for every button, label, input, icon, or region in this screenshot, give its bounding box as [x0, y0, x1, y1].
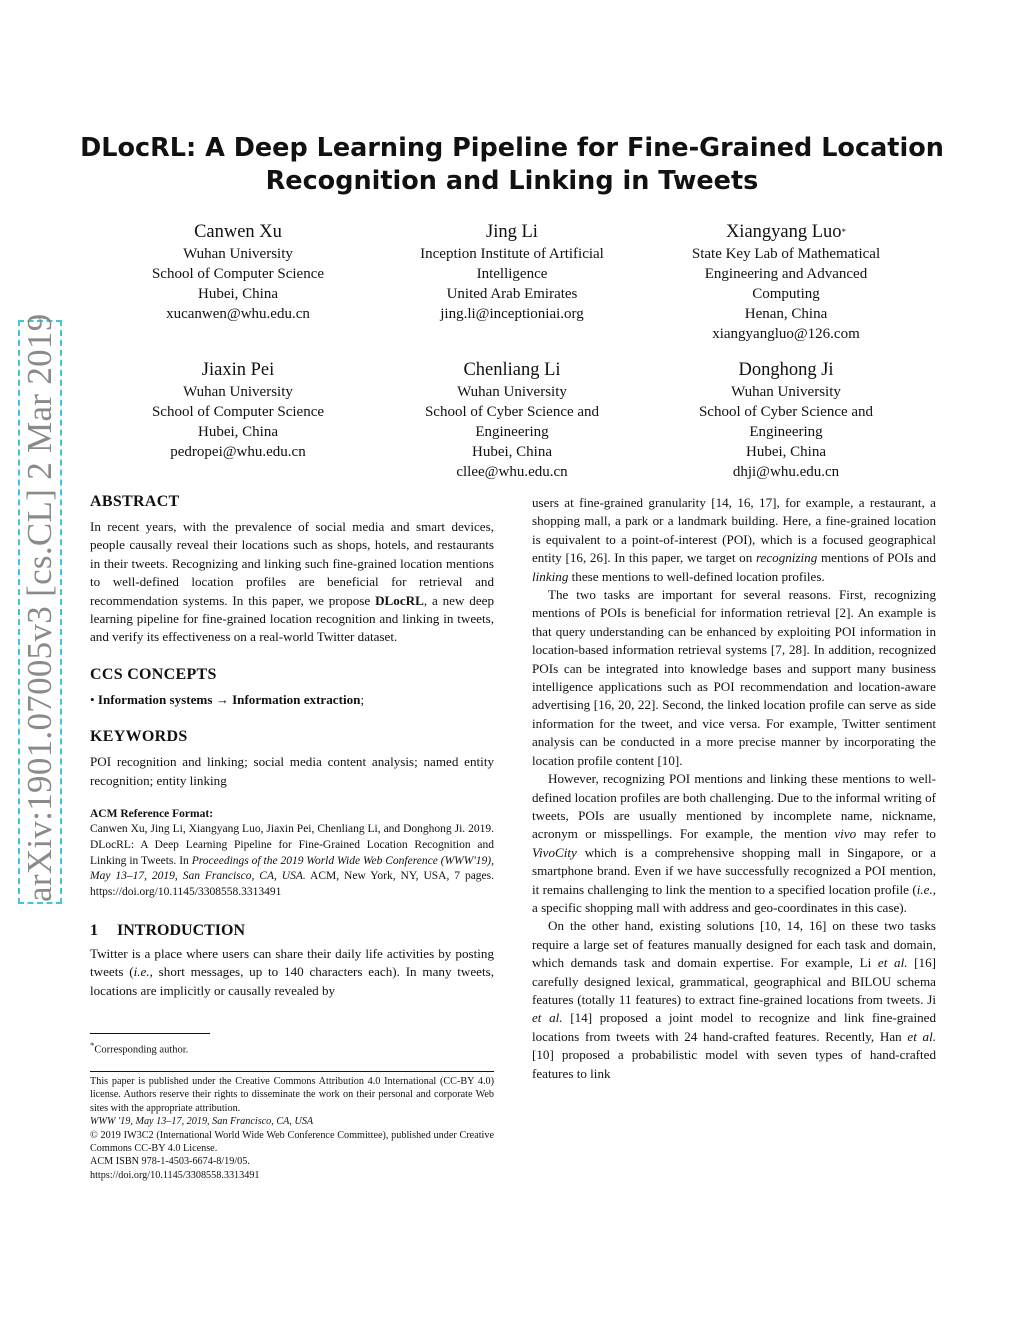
abstract-system-name: DLocRL	[375, 592, 424, 608]
keywords-heading: KEYWORDS	[90, 728, 188, 746]
abstract-text-a: In recent years, with the prevalence of social media and smart devices, people causally reveal their locations such as shops, hotels, and restaurants in their tweets. Recognizing and linking such fine-grained location mentions to well-defined location profiles are beneficial for retrieval and recommendation systems. In this paper, we propose	[90, 519, 494, 608]
author-affil: School of Computer Science	[151, 404, 325, 420]
intro-heading	[90, 921, 494, 941]
rp4-c: [14] proposed a joint model to recognize and link fine-grained locations from tweets with 24 hand-crafted features. Recently, Han	[532, 1010, 937, 1044]
footnote-rule	[90, 1033, 210, 1034]
acm-ref-heading: ACM Reference Format:	[90, 808, 214, 821]
author-affil: State Key Lab of Mathematical	[691, 246, 881, 262]
rp4-i3: et al.	[907, 1028, 936, 1044]
paper-title	[80, 132, 944, 198]
left-column	[90, 492, 494, 1000]
corresponding-mark: *	[841, 227, 847, 237]
arxiv-stamp: arXiv:1901.07005v3 [cs.CL] 2 Mar 2019	[18, 320, 62, 904]
acm-ref-text	[90, 822, 494, 901]
right-column	[532, 494, 936, 1083]
rp3-i3: i.e.,	[916, 881, 936, 897]
author-affil: Hubei, China	[472, 444, 552, 460]
right-para-4	[532, 917, 936, 1083]
footnote-mark: *	[90, 1040, 95, 1050]
author-name: Jing Li	[486, 222, 538, 242]
author-block-2	[384, 220, 640, 324]
author-name-text: Xiangyang Luo	[725, 222, 842, 242]
author-affil: Hubei, China	[198, 286, 278, 302]
license-rule	[90, 1071, 494, 1072]
rp1-b: mentions of POIs and	[817, 550, 936, 566]
rp1-a: users at fine-grained granularity [14, 16, 17], for example, a restaurant, a shopping mall, a park or a landmark building. Here, a fine-grained location is equivalent to a point-of-interest (POI), which is a focused geographical entity [16, 26]. In this paper, we target on	[532, 495, 936, 566]
author-email: xiangyangluo@126.com	[712, 326, 860, 342]
abstract-text-b: , a new deep learning pipeline for fine-grained location recognition and linking in tweets, and verify its effectiveness on a real-world Twitter dataset.	[90, 592, 494, 645]
author-name: Jiaxin Pei	[201, 360, 275, 380]
author-affil: Wuhan University	[183, 246, 293, 262]
intro-p1-a: Twitter is a place where users can share their daily life activities by posting tweets (	[90, 946, 494, 980]
right-para-1	[532, 494, 936, 586]
author-block-1	[110, 220, 366, 324]
author-affil: Henan, China	[744, 306, 828, 322]
rp3-c: which is a comprehensive shopping mall in Singapore, or a smartphone brand. Even if we have successfully recognized a POI mention, it remains challenging to link the mention to a specified location profile (	[532, 844, 936, 897]
author-affil: Hubei, China	[198, 424, 278, 440]
author-affil: Engineering	[475, 424, 549, 440]
section-title: INTRODUCTION	[117, 922, 246, 940]
author-affil: Engineering and Advanced	[704, 266, 868, 282]
author-email: jing.li@inceptioniai.org	[440, 306, 584, 322]
author-affil: United Arab Emirates	[446, 286, 578, 302]
rp1-i2: linking	[532, 568, 569, 584]
footnote-text: Corresponding author.	[94, 1044, 189, 1056]
author-affil: School of Cyber Science and	[698, 404, 874, 420]
author-affil: Wuhan University	[731, 384, 841, 400]
author-email: cllee@whu.edu.cn	[456, 464, 568, 480]
rp4-i2: et al.	[532, 1010, 563, 1026]
author-name	[658, 220, 914, 244]
ccs-heading: CCS CONCEPTS	[90, 665, 217, 683]
rp3-d: a specific shopping mall with address and geo-coordinates in this case).	[532, 899, 907, 915]
title-line-1: DLocRL: A Deep Learning Pipeline for Fine-Grained Location	[80, 133, 944, 163]
intro-p1-b: short messages, up to 140 characters each). In many tweets, locations are implicitly or causally revealed by	[90, 964, 494, 998]
rp1-c: these mentions to well-defined location profiles.	[568, 568, 825, 584]
conference-line	[90, 1115, 494, 1128]
author-affil: School of Cyber Science and	[424, 404, 600, 420]
keywords-text: POI recognition and linking; social media content analysis; named entity recognition; entity linking	[90, 754, 494, 788]
footnote	[90, 1038, 188, 1058]
conference-text: WWW '19, May 13–17, 2019, San Francisco, CA, USA	[90, 1116, 314, 1128]
author-email: pedropei@whu.edu.cn	[170, 444, 306, 460]
copyright-text: © 2019 IW3C2 (International World Wide Web Conference Committee), published under Creative Commons CC-BY 4.0 License.	[90, 1129, 494, 1155]
license-block	[90, 1075, 494, 1182]
author-name: Chenliang Li	[463, 360, 561, 380]
rp4-d: [10] proposed a probabilistic model with seven types of hand-crafted features to link	[532, 1047, 936, 1081]
author-affil: Computing	[752, 286, 820, 302]
abstract-text	[90, 518, 494, 647]
author-block-4	[110, 358, 366, 462]
author-block-5	[384, 358, 640, 482]
rp3-i2: VivoCity	[532, 844, 577, 860]
title-line-2: Recognition and Linking in Tweets	[265, 166, 759, 196]
section-number: 1	[90, 922, 98, 940]
acm-ref-b: ACM, New York, NY, USA, 7 pages. https://doi.org/10.1145/3308558.3313491	[90, 870, 495, 899]
author-email: dhji@whu.edu.cn	[732, 464, 840, 480]
ccs-bullet: •	[90, 691, 98, 707]
author-affil: Intelligence	[476, 266, 548, 282]
isbn-text: ACM ISBN 978-1-4503-6674-8/19/05.	[90, 1156, 250, 1168]
doi-link[interactable]: https://doi.org/10.1145/3308558.3313491	[90, 1169, 260, 1181]
right-para-3	[532, 770, 936, 917]
ccs-tail: ;	[360, 691, 365, 707]
rp1-i1: recognizing	[755, 550, 818, 566]
author-affil: School of Computer Science	[151, 266, 325, 282]
author-name: Canwen Xu	[194, 222, 282, 242]
author-affil: Wuhan University	[457, 384, 567, 400]
author-name: Donghong Ji	[738, 360, 834, 380]
author-block-3	[658, 220, 914, 344]
rp4-b: [16] carefully designed lexical, grammatical, geographical and BILOU schema features (totally 11 features) to extract fine-grained locations from tweets. Ji	[532, 955, 936, 1007]
rp3-i1: vivo	[834, 826, 857, 842]
ccs-text	[90, 691, 494, 709]
rp4-a: On the other hand, existing solutions [10, 14, 16] on these two tasks require a large set of features manually designed for each task and domain, which demands task and domain expertise. For example, Li	[532, 918, 936, 971]
author-affil: Engineering	[749, 424, 823, 440]
author-email: xucanwen@whu.edu.cn	[166, 306, 310, 322]
rp4-i1: et al.	[877, 955, 908, 971]
rp3-b: may refer to	[856, 826, 936, 842]
author-block-6	[658, 358, 914, 482]
abstract-heading: ABSTRACT	[90, 493, 180, 510]
acm-ref-a: Canwen Xu, Jing Li, Xiangyang Luo, Jiaxin Pei, Chenliang Li, and Donghong Ji. 2019. DLocRL: A Deep Learning Pipeline for Fine-Grained Location Recognition and Linking in Tweets. In	[90, 823, 494, 867]
right-para-2: The two tasks are important for several reasons. First, recognizing mentions of POIs is beneficial for information retrieval [2]. An example is that query understanding can be enhanced by exploiting POI information in location-based information retrieval systems [7, 28]. In addition, recognized POIs can be integrated into knowledge bases and support many business intelligence applications such as POI recommendation and location-aware advertising [16, 20, 22]. Second, the linked location profile can serve as side information for the tweet, and vice versa. For example, Twitter sentiment analysis can be conducted in a more precise manner by incorporating the location profile content [10].	[532, 587, 936, 768]
author-affil: Hubei, China	[746, 444, 826, 460]
intro-para-1	[90, 945, 494, 1000]
license-text: This paper is published under the Creative Commons Attribution 4.0 International (CC-BY 4.0) license. Authors reserve their rights to disseminate the work on their personal and corporate Web sites with the appropriate attribution.	[90, 1076, 494, 1114]
ccs-concept: Information systems → Information extraction	[97, 691, 361, 707]
author-affil: Inception Institute of Artificial	[420, 246, 604, 262]
author-affil: Wuhan University	[183, 384, 293, 400]
acm-ref-venue: Proceedings of the 2019 World Wide Web Conference (WWW'19), May 13–17, 2019, San Francisco, CA, USA.	[90, 854, 494, 883]
intro-p1-ie: i.e.,	[133, 964, 153, 980]
rp3-a: However, recognizing POI mentions and linking these mentions to well-defined location profiles are both challenging. Due to the informal writing of tweets, POIs are usually mentioned by incomplete name, nickname, acronym or misspellings. For example, the mention	[532, 771, 936, 842]
